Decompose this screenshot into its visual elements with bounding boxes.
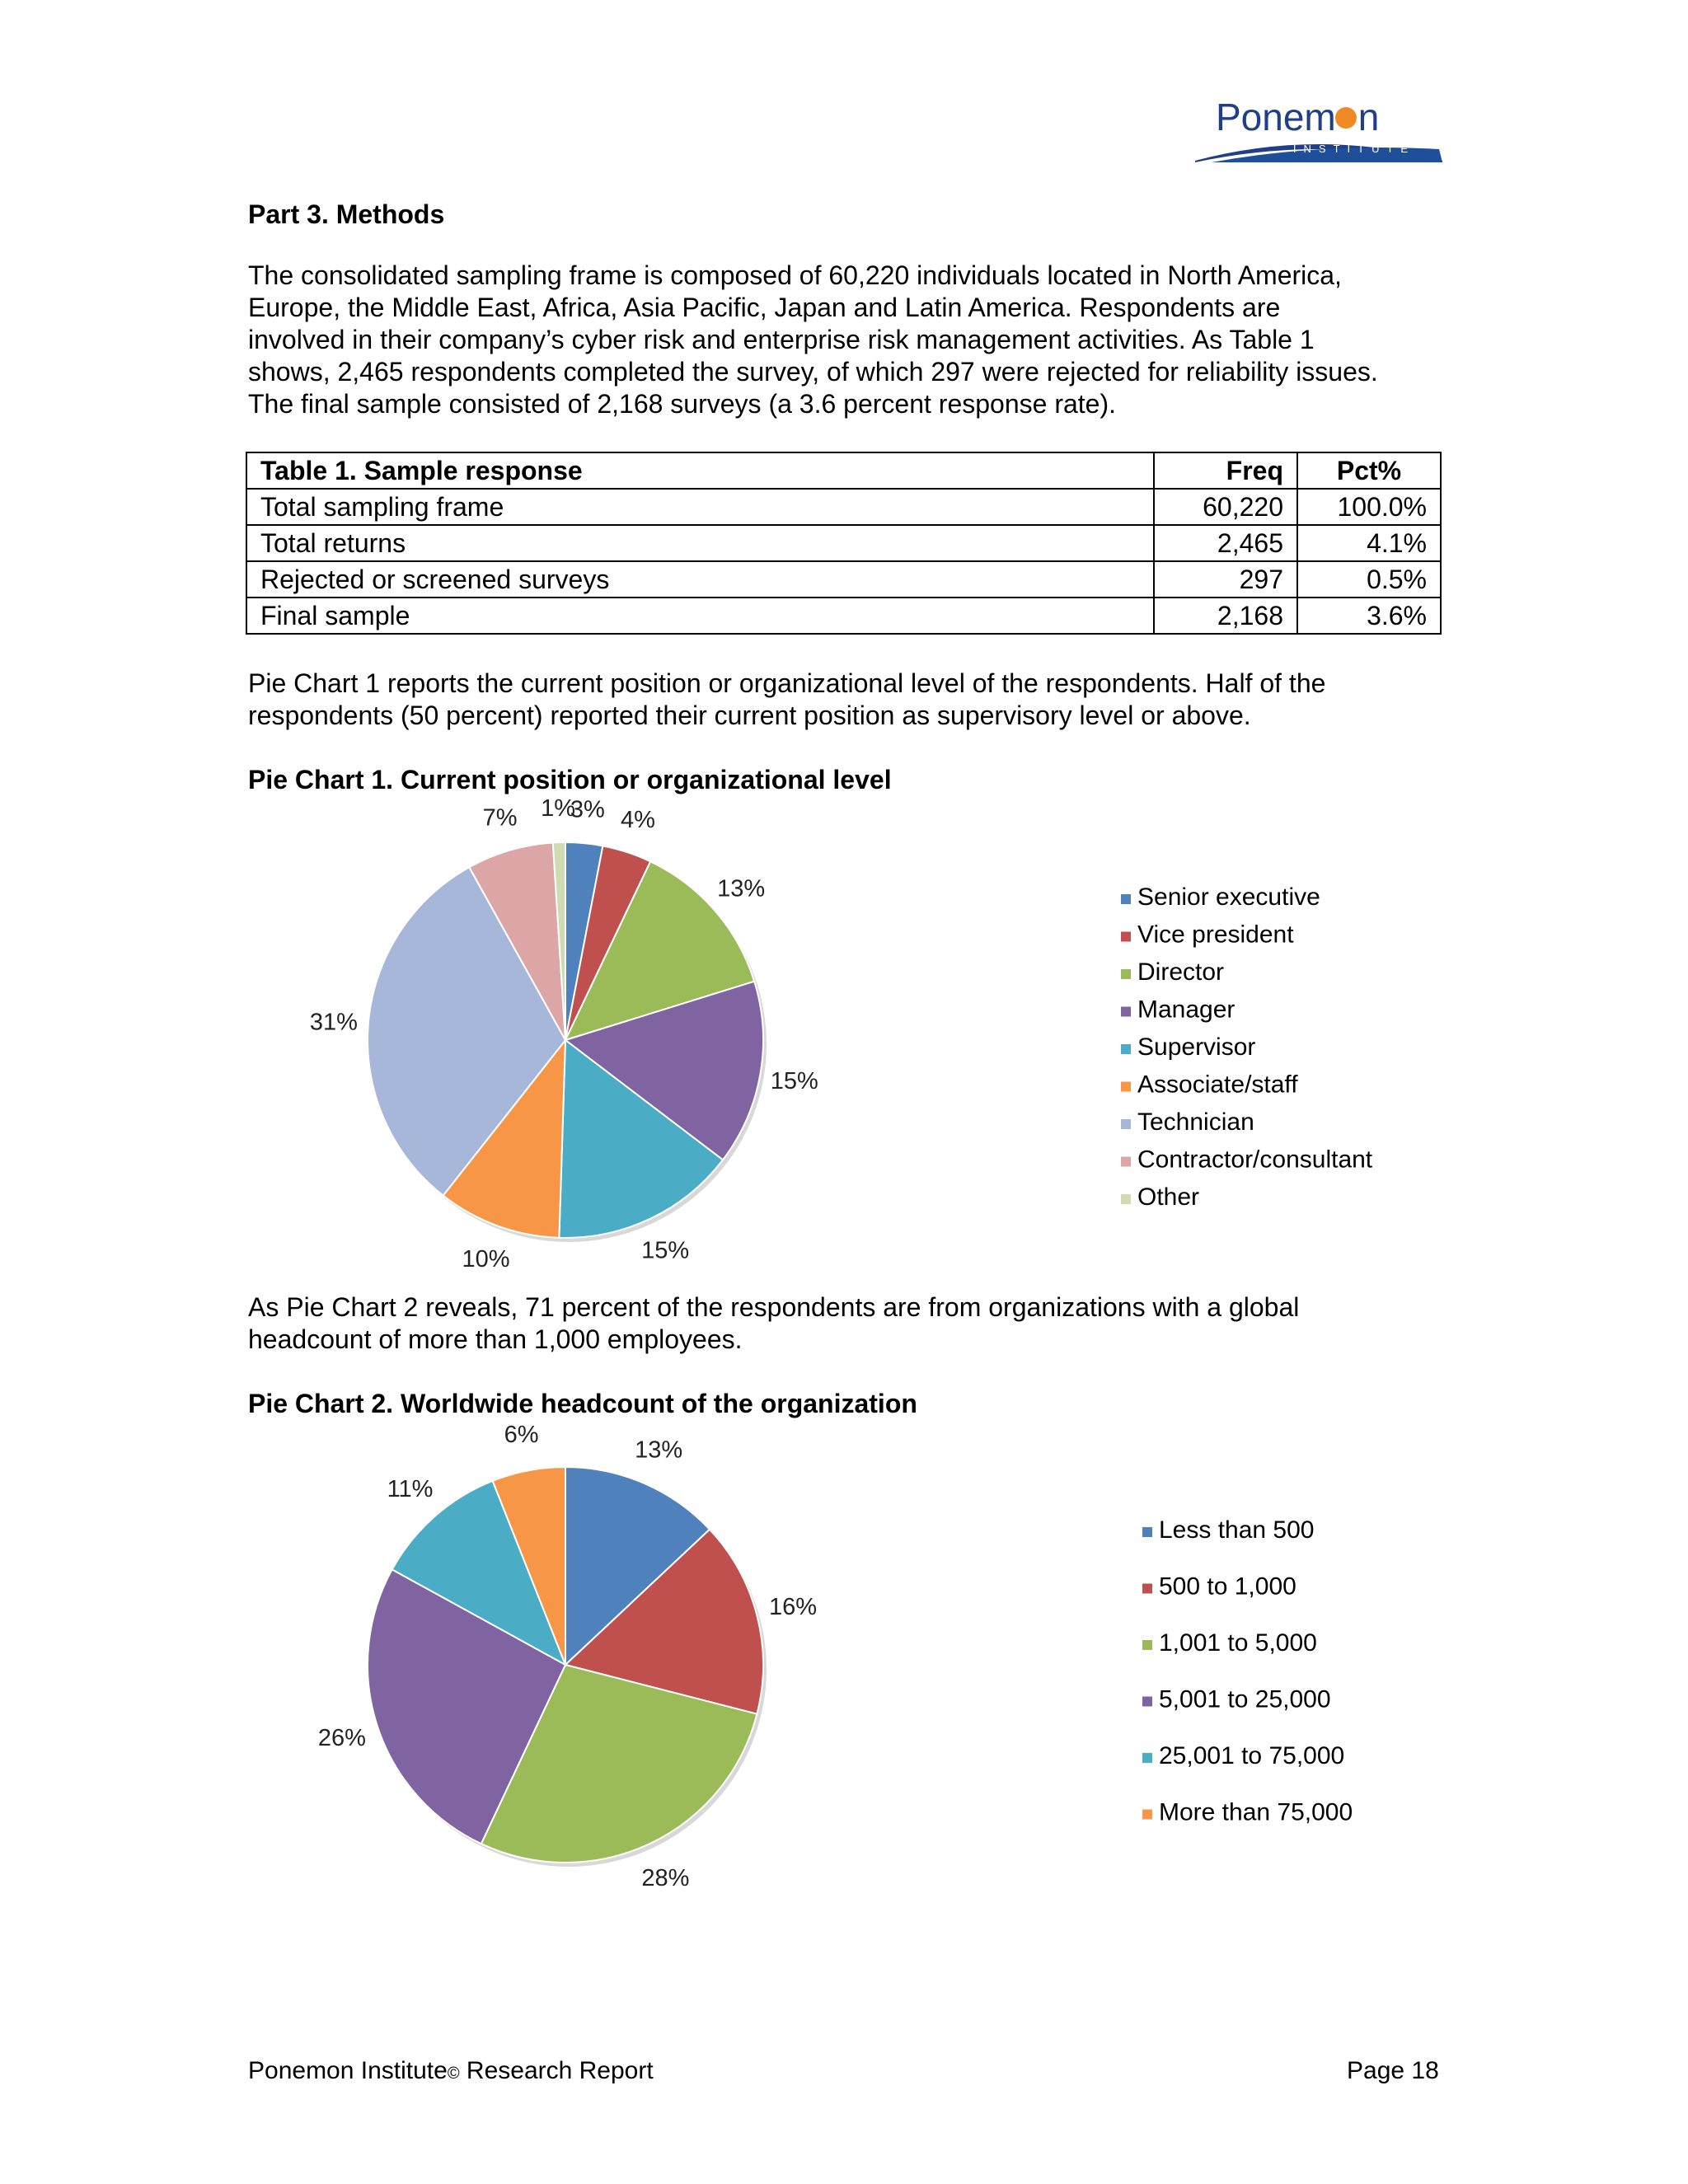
table-cell-label: Total sampling frame bbox=[246, 489, 1154, 525]
pie-data-label: 11% bbox=[387, 1476, 434, 1503]
legend-label: 25,001 to 75,000 bbox=[1159, 1742, 1345, 1769]
legend-label: Associate/staff bbox=[1137, 1071, 1298, 1099]
pie1-paragraph bbox=[248, 668, 1325, 732]
legend-swatch bbox=[1121, 894, 1131, 904]
pie-data-label: 26% bbox=[317, 1725, 366, 1752]
legend-swatch bbox=[1142, 1640, 1152, 1650]
intro-paragraph bbox=[248, 260, 1451, 420]
table-title: Table 1. Sample response bbox=[246, 452, 1154, 489]
pie-data-label: 28% bbox=[641, 1864, 690, 1891]
intro-line: The consolidated sampling frame is composed of 60,220 individuals located in North America, bbox=[248, 260, 1342, 290]
table-cell-pct: 4.1% bbox=[1297, 525, 1441, 561]
section-title: Part 3. Methods bbox=[248, 199, 445, 229]
pie1-svg bbox=[247, 791, 1442, 1269]
pie-data-label: 13% bbox=[635, 1436, 683, 1464]
intro-line: shows, 2,465 respondents completed the survey, of which 297 were rejected for reliability issues. bbox=[248, 357, 1378, 387]
pie-data-label: 1% bbox=[541, 795, 576, 823]
table-cell-freq: 297 bbox=[1154, 561, 1297, 598]
table-row bbox=[246, 525, 1441, 561]
footer-left bbox=[248, 2057, 654, 2085]
pie2-text-line: As Pie Chart 2 reveals, 71 percent of the respondents are from organizations with a global bbox=[248, 1292, 1300, 1322]
legend-label: Supervisor bbox=[1137, 1033, 1256, 1061]
pie-data-label: 4% bbox=[621, 807, 655, 834]
legend-label: Manager bbox=[1137, 996, 1236, 1024]
pie1-text-line: respondents (50 percent) reported their current position as supervisory level or above. bbox=[248, 701, 1251, 730]
table-header-row bbox=[246, 452, 1441, 489]
table-row bbox=[246, 489, 1441, 525]
legend-swatch bbox=[1121, 1044, 1131, 1054]
footer-copyright: © bbox=[447, 2064, 460, 2083]
table-row bbox=[246, 598, 1441, 634]
intro-line: involved in their company’s cyber risk and enterprise risk management activities. As Table 1 bbox=[248, 325, 1315, 354]
table-cell-label: Total returns bbox=[246, 525, 1154, 561]
sample-response-table bbox=[246, 452, 1442, 635]
logo-word: Ponem n bbox=[1216, 96, 1380, 138]
legend-swatch bbox=[1142, 1697, 1152, 1707]
legend-swatch bbox=[1142, 1753, 1152, 1763]
pie2-svg bbox=[247, 1418, 1442, 1896]
table-cell-freq: 2,168 bbox=[1154, 598, 1297, 634]
table-row bbox=[246, 561, 1441, 598]
legend-swatch bbox=[1121, 932, 1131, 942]
legend-label: Contractor/consultant bbox=[1137, 1146, 1373, 1174]
legend-swatch bbox=[1121, 969, 1131, 979]
pie-data-label: 6% bbox=[504, 1422, 539, 1449]
pie-data-label: 15% bbox=[770, 1067, 818, 1094]
legend-label: Director bbox=[1137, 958, 1225, 986]
table-cell-freq: 60,220 bbox=[1154, 489, 1297, 525]
legend-label: Vice president bbox=[1137, 921, 1294, 949]
legend-swatch bbox=[1142, 1810, 1152, 1820]
pie-data-label: 10% bbox=[462, 1245, 510, 1269]
pie-data-label: 15% bbox=[641, 1237, 690, 1264]
pie-chart-2 bbox=[247, 1418, 1442, 1900]
legend-swatch bbox=[1121, 1157, 1131, 1167]
legend-swatch bbox=[1142, 1527, 1152, 1537]
ponemon-logo bbox=[1195, 95, 1442, 169]
legend-label: Other bbox=[1137, 1183, 1200, 1211]
legend-label: Less than 500 bbox=[1159, 1516, 1315, 1544]
table-cell-pct: 0.5% bbox=[1297, 561, 1441, 598]
legend-swatch bbox=[1121, 1082, 1131, 1092]
legend-label: 5,001 to 25,000 bbox=[1159, 1685, 1331, 1713]
intro-line: The final sample consisted of 2,168 surveys (a 3.6 percent response rate). bbox=[248, 389, 1116, 419]
table-col-pct: Pct% bbox=[1297, 452, 1441, 489]
table-cell-pct: 3.6% bbox=[1297, 598, 1441, 634]
pie-data-label: 3% bbox=[570, 796, 605, 823]
pie-data-label: 16% bbox=[769, 1594, 818, 1621]
legend-swatch bbox=[1142, 1584, 1152, 1594]
table-cell-label: Final sample bbox=[246, 598, 1154, 634]
legend-swatch bbox=[1121, 1119, 1131, 1129]
pie1-title: Pie Chart 1. Current position or organizational level bbox=[248, 765, 892, 794]
footer-page-number: Page 18 bbox=[1347, 2057, 1439, 2084]
legend-label: Technician bbox=[1137, 1108, 1254, 1136]
table-cell-freq: 2,465 bbox=[1154, 525, 1297, 561]
legend-label: More than 75,000 bbox=[1159, 1798, 1353, 1826]
pie1-text-line: Pie Chart 1 reports the current position or organizational level of the respondents. Half of the bbox=[248, 668, 1326, 698]
legend-swatch bbox=[1121, 1007, 1131, 1017]
footer-suffix: Research Report bbox=[459, 2057, 654, 2084]
pie2-title: Pie Chart 2. Worldwide headcount of the organization bbox=[248, 1389, 917, 1418]
table-cell-pct: 100.0% bbox=[1297, 489, 1441, 525]
legend-label: 1,001 to 5,000 bbox=[1159, 1629, 1317, 1657]
table-col-freq: Freq bbox=[1154, 452, 1297, 489]
table-cell-label: Rejected or screened surveys bbox=[246, 561, 1154, 598]
pie2-paragraph bbox=[248, 1291, 1299, 1356]
footer-org: Ponemon Institute bbox=[248, 2057, 448, 2084]
legend-label: 500 to 1,000 bbox=[1159, 1572, 1296, 1601]
legend-swatch bbox=[1121, 1194, 1131, 1204]
pie-data-label: 31% bbox=[309, 1009, 358, 1036]
pie-data-label: 7% bbox=[482, 804, 518, 832]
legend-label: Senior executive bbox=[1137, 883, 1320, 911]
pie-data-label: 13% bbox=[717, 875, 766, 902]
intro-line: Europe, the Middle East, Africa, Asia Pacific, Japan and Latin America. Respondents are bbox=[248, 293, 1281, 322]
logo-subtitle: INSTITUTE bbox=[1292, 143, 1416, 155]
pie2-text-line: headcount of more than 1,000 employees. bbox=[248, 1324, 743, 1354]
pie-chart-1 bbox=[247, 791, 1442, 1273]
